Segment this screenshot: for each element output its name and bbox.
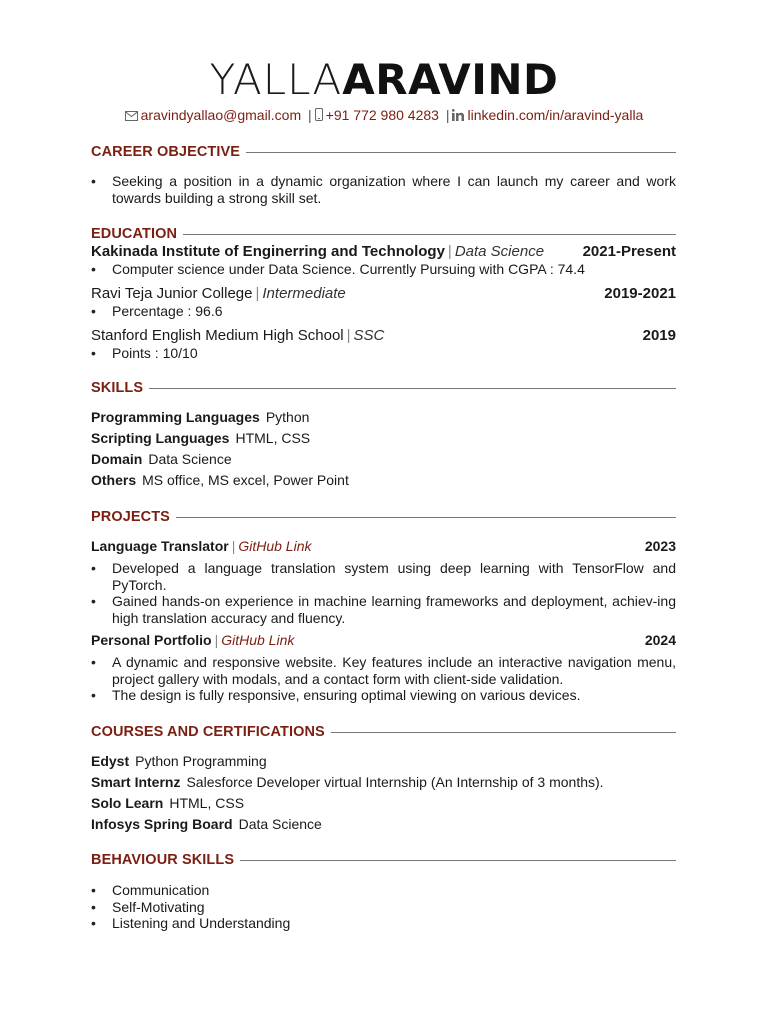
pipe-separator: | xyxy=(447,243,452,260)
list-item: • Listening and Understanding xyxy=(91,915,676,932)
skill-item xyxy=(91,430,310,447)
education-detail-list xyxy=(91,345,676,362)
courses-heading xyxy=(91,722,676,742)
section-title: EDUCATION xyxy=(91,226,178,242)
education-entry xyxy=(91,243,676,261)
section-title: PROJECTS xyxy=(91,509,170,525)
course-name: Python Programming xyxy=(135,753,267,769)
education-entry xyxy=(91,327,676,345)
pipe-separator: | xyxy=(346,327,351,344)
education-year: 2019 xyxy=(642,327,676,344)
list-item: • Percentage : 96.6 xyxy=(91,303,676,320)
behaviour-skills-list xyxy=(91,882,676,932)
section-title: SKILLS xyxy=(91,380,144,396)
first-name: YALLA xyxy=(209,55,343,104)
skills-heading xyxy=(91,378,676,398)
skill-label: Domain xyxy=(91,451,143,467)
education-year: 2021-Present xyxy=(582,243,676,260)
institution-name: Kakinada Institute of Enginerring and Technology xyxy=(91,243,445,260)
section-rule xyxy=(183,234,676,235)
project-name: Personal Portfolio xyxy=(91,632,212,648)
skill-value: HTML, CSS xyxy=(235,430,311,446)
resume-name xyxy=(0,56,768,104)
program-name: SSC xyxy=(353,327,385,344)
skill-item xyxy=(91,409,309,426)
skill-label: Scripting Languages xyxy=(91,430,230,446)
project-entry xyxy=(91,538,676,555)
project-year: 2023 xyxy=(644,538,676,554)
list-item: • A dynamic and responsive website. Key features include an interactive navigation menu, project gallery with modals, and a contact form with client-side validation. xyxy=(91,654,676,687)
program-name: Intermediate xyxy=(262,285,346,302)
mobile-phone-icon xyxy=(315,108,323,124)
skill-value: Python xyxy=(265,409,310,425)
course-name: Data Science xyxy=(238,816,322,832)
contact-separator: | xyxy=(308,107,312,123)
section-rule xyxy=(240,860,676,861)
course-provider: Solo Learn xyxy=(91,795,164,811)
course-item xyxy=(91,753,267,770)
skill-value: Data Science xyxy=(148,451,232,467)
list-item: • Computer science under Data Science. Currently Pursuing with CGPA : 74.4 xyxy=(91,261,676,278)
career-objective-list xyxy=(91,173,676,206)
program-name: Data Science xyxy=(454,243,545,260)
contact-separator: | xyxy=(445,107,450,123)
pipe-separator: | xyxy=(255,285,260,302)
section-title: COURSES AND CERTIFICATIONS xyxy=(91,724,325,740)
section-title: CAREER OBJECTIVE xyxy=(91,144,241,160)
list-item: • Gained hands-on experience in machine learning frameworks and deployment, achiev-ing high translation accuracy and fluency. xyxy=(91,593,676,626)
section-rule xyxy=(149,388,676,389)
list-item: • Points : 10/10 xyxy=(91,345,676,362)
course-provider: Infosys Spring Board xyxy=(91,816,233,832)
skill-item xyxy=(91,472,349,489)
project-name: Language Translator xyxy=(91,538,229,554)
pipe-separator: | xyxy=(214,632,219,648)
course-provider: Edyst xyxy=(91,753,130,769)
course-item xyxy=(91,816,322,833)
education-entry xyxy=(91,285,676,303)
project-entry xyxy=(91,632,676,649)
course-provider: Smart Internz xyxy=(91,774,181,790)
institution-name: Stanford English Medium High School xyxy=(91,327,344,344)
linkedin-icon xyxy=(452,108,464,124)
phone-link[interactable]: +91 772 980 4283 xyxy=(325,107,439,123)
envelope-icon xyxy=(125,108,138,124)
education-year: 2019-2021 xyxy=(604,285,676,302)
list-item: • Seeking a position in a dynamic organization where I can launch my career and work towards building a strong skill set. xyxy=(91,173,676,206)
section-title: BEHAVIOUR SKILLS xyxy=(91,852,235,868)
project-bullets xyxy=(91,654,676,704)
last-name: ARAVIND xyxy=(342,55,559,104)
education-detail-list xyxy=(91,261,676,278)
list-item: • Developed a language translation system using deep learning with TensorFlow and PyTorch. xyxy=(91,560,676,593)
list-item: • The design is fully responsive, ensuring optimal viewing on various devices. xyxy=(91,687,676,704)
skill-label: Programming Languages xyxy=(91,409,260,425)
list-item: • Self-Motivating xyxy=(91,899,676,916)
contact-line xyxy=(0,107,768,124)
institution-name: Ravi Teja Junior College xyxy=(91,285,253,302)
behaviour-skills-heading xyxy=(91,850,676,870)
github-link[interactable]: GitHub Link xyxy=(221,632,295,648)
skill-item xyxy=(91,451,232,468)
pipe-separator: | xyxy=(231,538,236,554)
skill-value: MS office, MS excel, Power Point xyxy=(142,472,349,488)
section-rule xyxy=(246,152,676,153)
github-link[interactable]: GitHub Link xyxy=(238,538,312,554)
linkedin-link[interactable]: linkedin.com/in/aravind-yalla xyxy=(467,107,644,123)
course-name: HTML, CSS xyxy=(169,795,245,811)
education-heading xyxy=(91,224,676,244)
section-rule xyxy=(176,517,676,518)
project-bullets xyxy=(91,560,676,626)
projects-heading xyxy=(91,507,676,527)
career-objective-heading xyxy=(91,142,676,162)
course-name: Salesforce Developer virtual Internship (An Internship of 3 months). xyxy=(186,774,604,790)
education-detail-list xyxy=(91,303,676,320)
email-link[interactable]: aravindyallao@gmail.com xyxy=(140,107,302,123)
section-rule xyxy=(331,732,676,733)
course-item xyxy=(91,774,604,791)
list-item: • Communication xyxy=(91,882,676,899)
skill-label: Others xyxy=(91,472,137,488)
course-item xyxy=(91,795,244,812)
project-year: 2024 xyxy=(644,632,676,648)
